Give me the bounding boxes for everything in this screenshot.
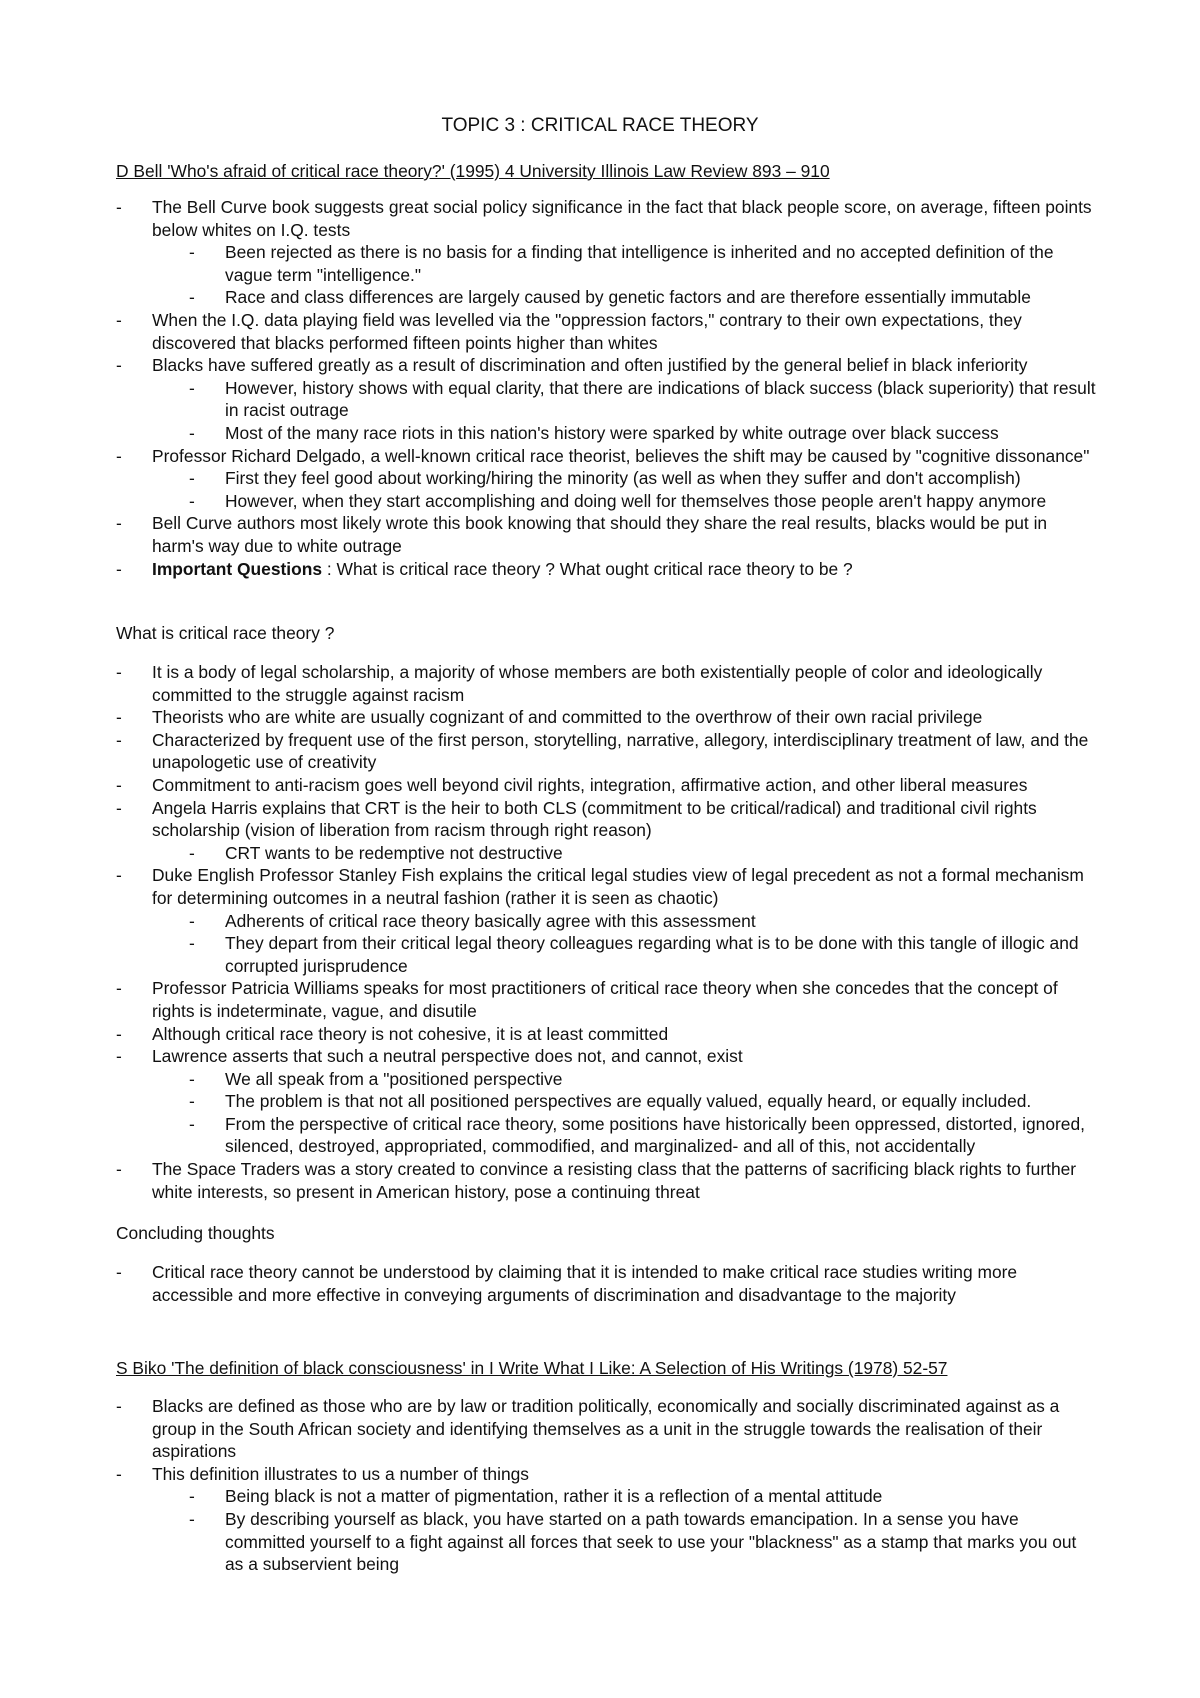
- bell-bullet-list: [0, 196, 1200, 580]
- dash-marker: -: [116, 707, 122, 728]
- list-item: - The problem is that not all positioned perspectives are equally valued, equally heard, or equally included.: [189, 1091, 1032, 1112]
- dash-marker: -: [116, 662, 122, 682]
- dash-marker: -: [116, 1262, 122, 1282]
- source-citation-bell: D Bell 'Who's afraid of critical race theory?' (1995) 4 University Illinois Law Review 893 – 910: [116, 161, 830, 181]
- list-item: - Angela Harris explains that CRT is the heir to both CLS (commitment to be critical/radical) and traditional civil rights scholarship (vision of liberation from racism through right reason): [116, 797, 1037, 841]
- dash-marker: -: [116, 978, 122, 999]
- list-item: - However, history shows with equal clarity, that there are indications of black success (black superiority) that result in racist outrage: [189, 377, 1096, 421]
- dash-marker: -: [116, 445, 122, 466]
- dash-marker: -: [189, 1508, 195, 1529]
- list-item: - Blacks have suffered greatly as a result of discrimination and often justified by the general belief in black inferiority: [116, 355, 1028, 376]
- concluding-bullet-list: [0, 1261, 1200, 1306]
- list-item: - We all speak from a "positioned perspective: [189, 1068, 563, 1089]
- list-item: - Professor Patricia Williams speaks for most practitioners of critical race theory when she concedes that the concept of rights is indeterminate, vague, and disutile: [116, 978, 1058, 1021]
- dash-marker: -: [189, 490, 195, 511]
- dash-marker: -: [116, 1396, 122, 1416]
- dash-marker: -: [189, 933, 195, 954]
- dash-marker: -: [116, 558, 122, 579]
- dash-marker: -: [189, 1486, 195, 1507]
- dash-marker: -: [189, 377, 195, 398]
- dash-marker: -: [189, 287, 195, 308]
- list-item: - It is a body of legal scholarship, a majority of whose members are both existentially people of color and ideologically committed to the struggle against racism: [116, 662, 1043, 705]
- dash-marker: -: [189, 468, 195, 489]
- dash-marker: -: [189, 242, 195, 263]
- list-item: - Most of the many race riots in this nation's history were sparked by white outrage over black success: [189, 422, 999, 443]
- biko-bullet-list: [0, 1395, 1200, 1576]
- dash-marker: -: [116, 774, 122, 795]
- list-item: - Commitment to anti-racism goes well beyond civil rights, integration, affirmative action, and other liberal measures: [116, 774, 1028, 795]
- dash-marker: -: [189, 842, 195, 863]
- list-item: - This definition illustrates to us a number of things: [116, 1463, 529, 1484]
- dash-marker: -: [116, 355, 122, 376]
- dash-marker: -: [189, 1091, 195, 1112]
- dash-marker: -: [116, 1159, 122, 1180]
- heading-what-is-crt: What is critical race theory ?: [116, 623, 335, 643]
- list-item: - Critical race theory cannot be understood by claiming that it is intended to make critical race studies writing more accessible and more effective in conveying arguments of discrimination and disadvantage to the majority: [116, 1262, 1018, 1305]
- list-item: - When the I.Q. data playing field was levelled via the "oppression factors," contrary to their own expectations, they discovered that blacks performed fifteen points higher than whites: [116, 309, 1022, 353]
- heading-concluding-thoughts: Concluding thoughts: [116, 1223, 275, 1243]
- list-item-important-questions: [0, 558, 1102, 581]
- important-questions-text: : What is critical race theory ? What ought critical race theory to be ?: [322, 558, 853, 579]
- list-item: - Being black is not a matter of pigmentation, rather it is a reflection of a mental attitude: [189, 1486, 883, 1507]
- list-item: - Lawrence asserts that such a neutral perspective does not, and cannot, exist: [116, 1046, 743, 1067]
- dash-marker: -: [189, 1068, 195, 1089]
- dash-marker: -: [116, 1023, 122, 1044]
- dash-marker: -: [116, 1463, 122, 1484]
- list-item: - Theorists who are white are usually cognizant of and committed to the overthrow of their own racial privilege: [116, 707, 983, 728]
- list-item: - Duke English Professor Stanley Fish explains the critical legal studies view of legal precedent as not a formal mechanism for determining outcomes in a neutral fashion (rather it is seen as chaotic): [116, 865, 1084, 908]
- list-item: - The Bell Curve book suggests great social policy significance in the fact that black people score, on average, fifteen points below whites on I.Q. tests: [116, 197, 1092, 240]
- dash-marker: -: [116, 865, 122, 886]
- list-item: - Bell Curve authors most likely wrote this book knowing that should they share the real results, blacks would be put in harm's way due to white outrage: [116, 513, 1048, 556]
- list-item: - However, when they start accomplishing and doing well for themselves those people aren't happy anymore: [189, 490, 1047, 511]
- list-item: - Adherents of critical race theory basically agree with this assessment: [189, 910, 756, 931]
- list-item: - First they feel good about working/hiring the minority (as well as when they suffer and don't accomplish): [189, 468, 1021, 489]
- dash-marker: -: [189, 1113, 195, 1134]
- list-item: - By describing yourself as black, you have started on a path towards emancipation. In a sense you have committed yourself to a fight against all forces that seek to use your "blackness" as a stamp that marks you out as a subservient being: [189, 1508, 1077, 1575]
- list-item: - Been rejected as there is no basis for a finding that intelligence is inherited and no accepted definition of the vague term "intelligence.": [189, 242, 1054, 285]
- list-item: - Race and class differences are largely caused by genetic factors and are therefore essentially immutable: [189, 287, 1031, 308]
- list-item: - From the perspective of critical race theory, some positions have historically been oppressed, distorted, ignored, silenced, destroyed, appropriated, commodified, and marginalized- and all of this, not accidentally: [189, 1113, 1085, 1157]
- list-item: - Although critical race theory is not cohesive, it is at least committed: [116, 1023, 669, 1044]
- source-citation-biko: S Biko 'The definition of black consciousness' in I Write What I Like: A Selection of His Writings (1978) 52-57: [116, 1358, 948, 1378]
- list-item: - Characterized by frequent use of the first person, storytelling, narrative, allegory, interdisciplinary treatment of law, and the unapologetic use of creativity: [116, 729, 1089, 773]
- dash-marker: -: [116, 797, 122, 818]
- dash-marker: -: [116, 729, 122, 750]
- page-title: TOPIC 3 : CRITICAL RACE THEORY: [441, 115, 759, 136]
- list-item: - They depart from their critical legal theory colleagues regarding what is to be done with this tangle of illogic and corrupted jurisprudence: [189, 933, 1079, 976]
- dash-marker: -: [189, 422, 195, 443]
- list-item: - Blacks are defined as those who are by law or tradition politically, economically and socially discriminated against as a group in the South African society and identifying themselves as a unit in the struggle towards the realisation of their aspirations: [116, 1396, 1060, 1462]
- list-item: - CRT wants to be redemptive not destructive: [189, 842, 563, 863]
- dash-marker: -: [116, 513, 122, 534]
- important-questions-label: Important Questions: [152, 558, 323, 579]
- dash-marker: -: [116, 197, 122, 217]
- dash-marker: -: [116, 309, 122, 330]
- dash-marker: -: [189, 910, 195, 931]
- list-item: - The Space Traders was a story created to convince a resisting class that the patterns of sacrificing black rights to further white interests, so present in American history, pose a continuing threat: [116, 1159, 1077, 1202]
- crt-bullet-list: [0, 661, 1200, 1203]
- dash-marker: -: [116, 1046, 122, 1067]
- list-item: - Professor Richard Delgado, a well-known critical race theorist, believes the shift may be caused by "cognitive dissonance": [116, 445, 1090, 466]
